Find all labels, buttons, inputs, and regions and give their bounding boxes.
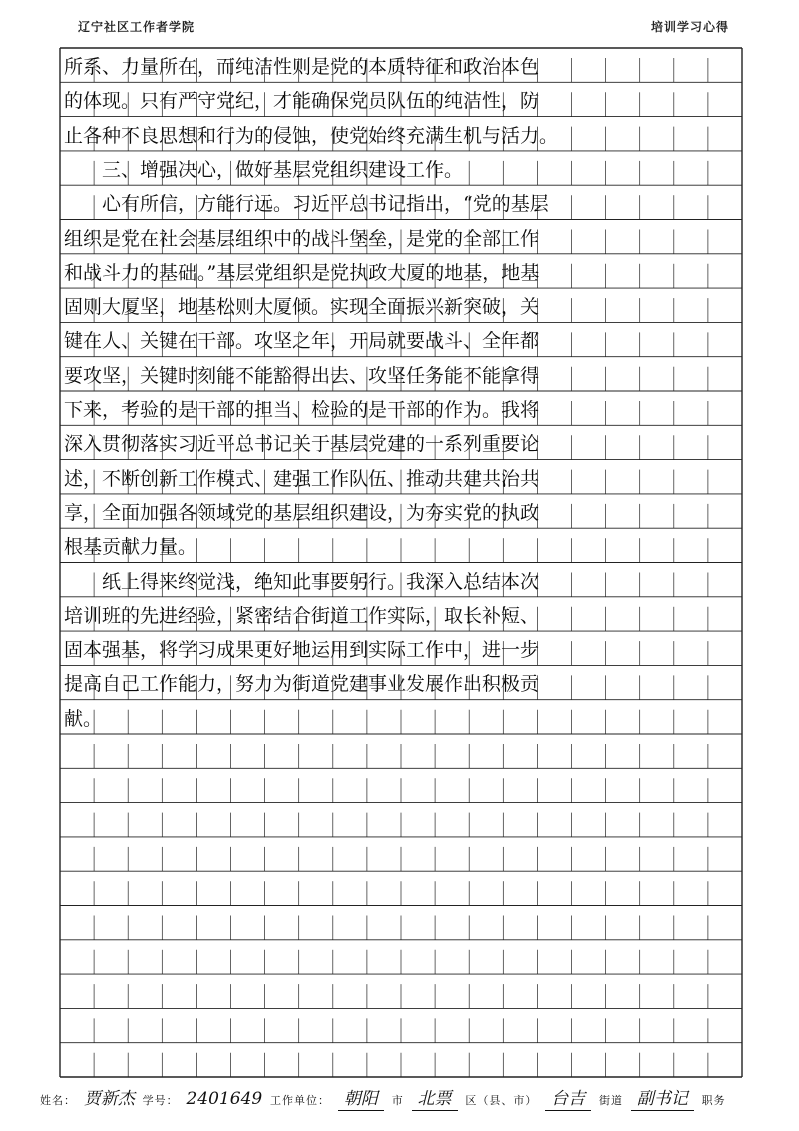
- essay-line: 述，不断创新工作模式、建强工作队伍、推动共建共治共: [64, 467, 540, 490]
- name-label: 姓名：: [40, 1094, 76, 1107]
- essay-line: 培训班的先进经验，紧密结合街道工作实际，取长补短、: [64, 604, 540, 627]
- essay-line: 三、增强决心，做好基层党组织建设工作。: [64, 158, 464, 181]
- position-value: 副书记: [631, 1084, 694, 1111]
- essay-line: 组织是党在社会基层组织中的战斗堡垒，是党的全部工作: [64, 227, 540, 250]
- essay-line: 享，全面加强各领域党的基层组织建设，为夯实党的执政: [64, 501, 540, 524]
- essay-line: 下来，考验的是干部的担当、检验的是干部的作为。我将: [64, 399, 540, 421]
- essay-line: 深入贯彻落实习近平总书记关于基层党建的一系列重要论: [64, 433, 540, 456]
- street-label: 街道: [599, 1094, 623, 1107]
- essay-line: 献。: [64, 707, 103, 730]
- street-value: 台吉: [545, 1084, 591, 1111]
- student-id-value: 2401649: [186, 1089, 263, 1109]
- student-id-label: 学号：: [142, 1094, 179, 1107]
- essay-line: 止各种不良思想和行为的侵蚀，使党始终充满生机与活力。: [64, 124, 559, 147]
- essay-line: 和战斗力的基础。”基层党组织是党执政大厦的地基，地基: [64, 261, 540, 284]
- essay-line: 心有所信，方能行远。习近平总书记指出，“党的基层: [64, 193, 549, 216]
- essay-line: 要攻坚，关键时刻能不能豁得出去、攻坚任务能不能拿得: [64, 364, 540, 387]
- district-value: 北票: [412, 1084, 458, 1111]
- city-value: 朝阳: [338, 1084, 384, 1111]
- position-label: 职务: [701, 1094, 726, 1107]
- name-value: 贾新杰: [83, 1089, 135, 1109]
- essay-line: 纸上得来终觉浅，绝知此事要躬行。我深入总结本次: [64, 570, 540, 593]
- essay-line: 根基贡献力量。: [64, 536, 198, 559]
- essay-line: 键在人、关键在干部。攻坚之年，开局就要战斗、全年都: [64, 330, 540, 353]
- city-label: 市: [391, 1094, 404, 1107]
- header-institution: 辽宁社区工作者学院: [78, 20, 196, 34]
- work-unit-label: 工作单位：: [270, 1094, 331, 1107]
- essay-line: 的体现。只有严守党纪，才能确保党员队伍的纯洁性，防: [64, 90, 540, 113]
- footer-info: [40, 1084, 770, 1112]
- essay-line: 提高自己工作能力，努力为街道党建事业发展作出积极贡: [64, 673, 540, 696]
- district-label: 区（县、市）: [465, 1094, 538, 1107]
- essay-line: 固则大厦坚，地基松则大厦倾。实现全面振兴新突破，关: [64, 296, 540, 319]
- essay-line: 所系、力量所在，而纯洁性则是党的本质特征和政治本色: [64, 56, 540, 78]
- header-doc-title: 培训学习心得: [650, 20, 729, 34]
- essay-line: 固本强基，将学习成果更好地运用到实际工作中，进一步: [64, 639, 540, 662]
